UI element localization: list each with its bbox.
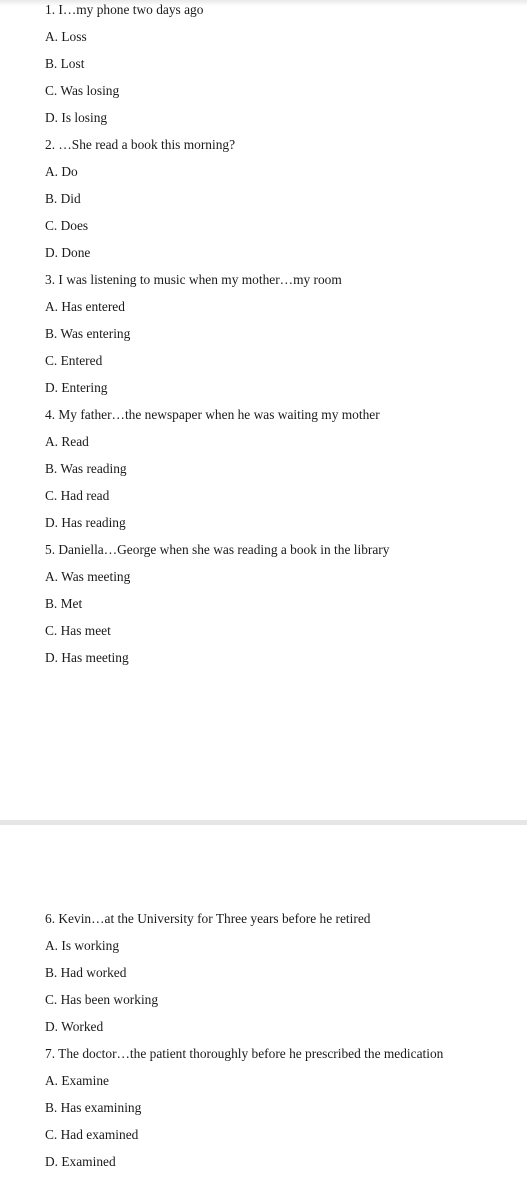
option-a: A. Has entered [45,299,125,314]
option-a: A. Was meeting [45,569,131,584]
question-1 [45,3,515,138]
option-b: B. Was reading [45,461,127,476]
question-7 [45,1047,515,1182]
question-prompt: 2. …She read a book this morning? [45,137,236,152]
option-d: D. Done [45,245,91,260]
option-c: C. Had examined [45,1127,139,1142]
option-d: D. Worked [45,1019,104,1034]
option-c: C. Has meet [45,623,111,638]
option-b: B. Did [45,191,81,206]
option-a: A. Do [45,164,78,179]
option-a: A. Read [45,434,89,449]
document-page-2 [45,912,515,1182]
option-b: B. Met [45,596,83,611]
option-d: D. Has meeting [45,650,129,665]
option-b: B. Has examining [45,1100,142,1115]
question-prompt: 6. Kevin…at the University for Three years before he retired [45,911,371,926]
option-d: D. Entering [45,380,108,395]
question-3 [45,273,515,408]
document-page-1 [45,3,515,678]
option-c: C. Had read [45,488,110,503]
question-prompt: 4. My father…the newspaper when he was waiting my mother [45,407,380,422]
option-b: B. Was entering [45,326,131,341]
question-5 [45,543,515,678]
question-prompt: 1. I…my phone two days ago [45,2,204,17]
page-separator [0,820,527,825]
option-c: C. Entered [45,353,103,368]
question-prompt: 5. Daniella…George when she was reading a book in the library [45,542,390,557]
question-2 [45,138,515,273]
option-b: B. Had worked [45,965,127,980]
option-d: D. Examined [45,1154,116,1169]
question-prompt: 7. The doctor…the patient thoroughly before he prescribed the medication [45,1046,444,1061]
option-a: A. Examine [45,1073,109,1088]
option-c: C. Has been working [45,992,159,1007]
option-d: D. Has reading [45,515,126,530]
option-b: B. Lost [45,56,85,71]
option-a: A. Loss [45,29,87,44]
question-6 [45,912,515,1047]
option-c: C. Was losing [45,83,120,98]
question-4 [45,408,515,543]
option-a: A. Is working [45,938,120,953]
option-c: C. Does [45,218,89,233]
question-prompt: 3. I was listening to music when my mother…my room [45,272,342,287]
option-d: D. Is losing [45,110,108,125]
